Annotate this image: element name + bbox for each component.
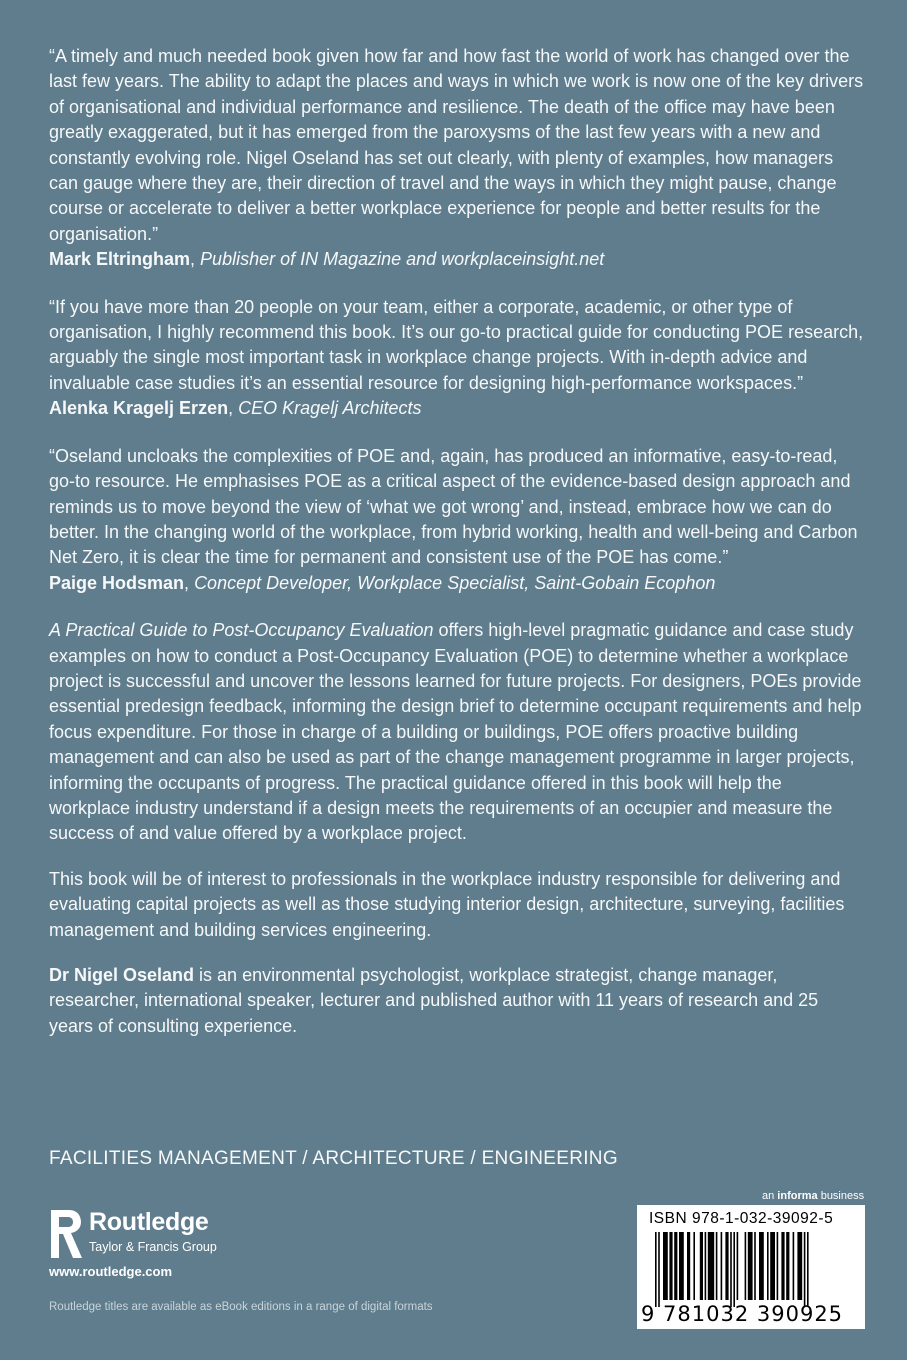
barcode-bar — [737, 1232, 739, 1300]
quote-2 — [49, 295, 867, 422]
informa-business-note — [762, 1190, 864, 1202]
publisher-group: Taylor & Francis Group — [89, 1240, 217, 1254]
audience-paragraph: This book will be of interest to professionals in the workplace industry responsible for delivering and evaluating capital projects as well as those studying interior design, architecture, surveying, facilities management and building services engineering. — [49, 868, 845, 940]
barcode-bar — [733, 1232, 735, 1307]
barcode-bar — [730, 1232, 732, 1307]
barcode-bar — [700, 1232, 703, 1300]
author-bio-text: is an environmental psychologist, workplace strategist, change manager, researcher, international speaker, lecturer and published author with 11 years of research and 25 years of consulting experience. — [49, 965, 819, 1036]
barcode-bar — [679, 1232, 684, 1300]
quote-attribution: Mark Eltringham, Publisher of IN Magazine and workplaceinsight.net — [49, 249, 605, 270]
barcode-bar — [663, 1232, 668, 1300]
barcode-bar — [655, 1232, 657, 1307]
barcode — [651, 1232, 853, 1307]
barcode-bar — [708, 1232, 714, 1300]
quote-attribution: Paige Hodsman, Concept Developer, Workplace Specialist, Saint-Gobain Ecophon — [49, 572, 716, 593]
barcode-bar — [658, 1232, 660, 1307]
description-body: offers high-level pragmatic guidance and case study examples on how to conduct a Post-Occupancy Evaluation (POE) to determine whether a workplace project is successful and uncover the lessons learned for future projects. For designers, POEs provide essential predesign feedback, informing the design brief to determine occupant requirements and help focus expenditure. For those in charge of a building or buildings, POE offers proactive building management and can also be used as part of the change management programme in larger projects, informing the occupants of progress. The practical guidance offered in this book will help the workplace industry understand if a design meets the requirements of an occupier and measure the success of and value offered by a workplace project. — [49, 620, 862, 844]
barcode-bar — [793, 1232, 795, 1300]
book-description — [49, 618, 867, 847]
quote-text: “Oseland uncloaks the complexities of POE and, again, has produced an informative, easy-to-read, go-to resource. He emphasises POE as a critical aspect of the evidence-based design approach and reminds us to move beyond the view of ‘what we got wrong’ and, instead, embrace how we can do better. In the changing world of the workplace, from hybrid working, health and well-being and Carbon Net Zero, it is clear the time for permanent and consistent use of the POE has come.” — [49, 445, 858, 568]
barcode-digits: 9 781032 390925 — [641, 1302, 844, 1326]
barcode-bar — [674, 1232, 677, 1300]
informa-brand: informa — [777, 1190, 818, 1202]
quote-author-role: Concept Developer, Workplace Specialist, Saint-Gobain Ecophon — [194, 572, 716, 593]
barcode-bar — [770, 1232, 775, 1300]
barcode-bar — [786, 1232, 789, 1300]
routledge-logo-icon — [49, 1208, 83, 1260]
barcode-bar — [807, 1232, 809, 1307]
barcode-bar — [693, 1232, 695, 1300]
barcode-bar — [725, 1232, 728, 1300]
publisher-name: Routledge — [89, 1208, 209, 1236]
barcode-bar — [705, 1232, 707, 1300]
barcode-bar — [716, 1232, 718, 1300]
barcode-bar — [777, 1232, 779, 1300]
routledge-logo — [49, 1208, 309, 1268]
quote-3 — [49, 444, 867, 596]
quote-author-role: CEO Kragelj Architects — [238, 398, 422, 419]
barcode-bar — [721, 1232, 723, 1300]
informa-suffix: business — [817, 1190, 865, 1202]
barcode-bar — [781, 1232, 784, 1300]
subject-categories: FACILITIES MANAGEMENT / ARCHITECTURE / ENGINEERING — [49, 1148, 618, 1169]
barcode-bar — [759, 1232, 764, 1300]
quote-text: “A timely and much needed book given how far and how fast the world of work has changed over the last few years. The ability to adapt the places and ways in which we work is now one of the key drivers of organisational and individual performance and resilience. The death of the office may have been greatly exaggerated, but it has emerged from the paroxysms of the last few years with a new and constantly evolving role. Nigel Oseland has set out clearly, with plenty of examples, how managers can gauge where they are, their direction of travel and the ways in which they might pause, change course or accelerate to deliver a better workplace experience for people and better results for the organisation.” — [49, 46, 864, 244]
author-name: Dr Nigel Oseland — [49, 965, 195, 985]
quote-author: Alenka Kragelj Erzen — [49, 398, 229, 419]
barcode-bar — [754, 1232, 756, 1300]
book-title: A Practical Guide to Post-Occupancy Evaluation — [49, 620, 434, 641]
barcode-bar — [767, 1232, 769, 1300]
quote-author: Paige Hodsman — [49, 572, 185, 593]
quote-1 — [49, 44, 867, 273]
barcode-bar — [797, 1232, 802, 1300]
quote-attribution: Alenka Kragelj Erzen, CEO Kragelj Architects — [49, 398, 422, 419]
barcode-bar — [804, 1232, 806, 1307]
quote-text: “If you have more than 20 people on your team, either a corporate, academic, or other type of organisation, I highly recommend this book. It’s our go-to practical guide for conducting POE research, arguably the single most important task in workplace change projects. With in-depth advice and invaluable case studies it’s an essential resource for designing high-performance workspaces.” — [49, 296, 864, 393]
informa-prefix: an — [762, 1190, 778, 1202]
barcode-bar — [687, 1232, 690, 1300]
ebook-note: Routledge titles are available as eBook editions in a range of digital formats — [49, 1301, 433, 1313]
quote-author-role: Publisher of IN Magazine and workplaceinsight.net — [200, 249, 605, 270]
isbn-barcode-box — [637, 1205, 865, 1329]
isbn-label: ISBN 978-1-032-39092-5 — [649, 1210, 834, 1227]
back-cover-text — [49, 44, 867, 1059]
quote-author: Mark Eltringham — [49, 249, 191, 270]
barcode-bar — [669, 1232, 672, 1300]
publisher-website[interactable]: www.routledge.com — [49, 1264, 173, 1279]
barcode-bar — [745, 1232, 747, 1300]
barcode-bar — [748, 1232, 753, 1300]
author-bio — [49, 963, 867, 1039]
